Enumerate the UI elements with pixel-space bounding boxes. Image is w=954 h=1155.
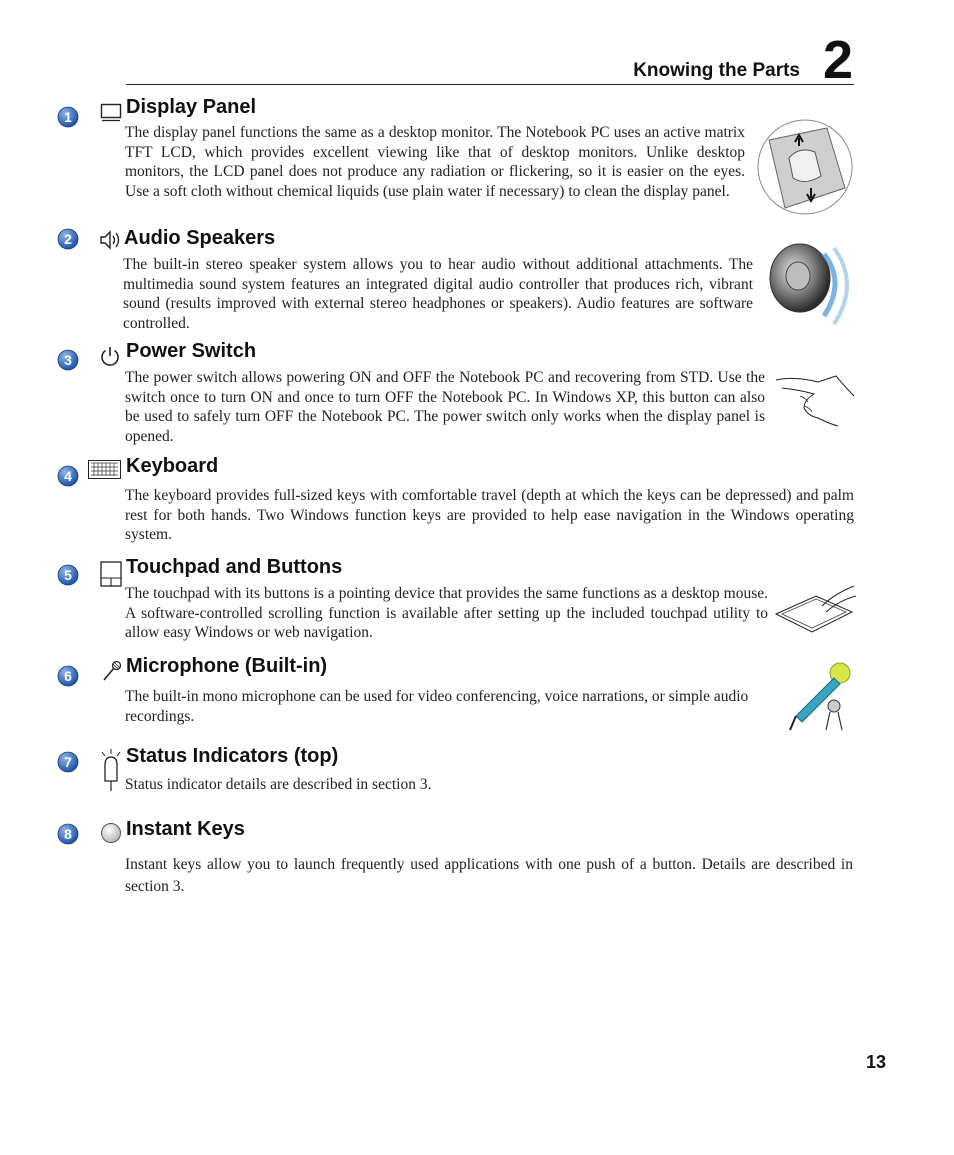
svg-text:4: 4	[64, 468, 72, 484]
status-indicator-icon	[99, 749, 123, 793]
section-title: Power Switch	[126, 340, 257, 362]
power-icon	[99, 345, 121, 367]
number-badge-6-icon	[57, 665, 79, 687]
display-cleaning-illustration	[755, 118, 854, 216]
section-body: The display panel functions the same as a desktop monitor. The Notebook PC uses an active matrix TFT LCD, which provides excellent viewing like that of desktop monitors. Unlike desktop monitors, the LCD panel does not produce any radiation or flickering, so it is easier on the eyes. Use a soft cloth without chemical liquids (use plain water if necessary) to clean the display panel.	[125, 124, 745, 200]
svg-text:2: 2	[64, 231, 72, 247]
touchpad-illustration	[774, 584, 856, 634]
number-badge-8-icon	[57, 823, 79, 845]
number-badge-2-icon	[57, 228, 79, 250]
chapter-number: 2	[823, 30, 854, 90]
speaker-illustration	[762, 238, 854, 330]
speaker-icon	[99, 229, 123, 251]
number-badge-7-icon	[57, 751, 79, 773]
number-badge-3-icon	[57, 349, 79, 371]
svg-text:3: 3	[64, 352, 72, 368]
number-badge-4-icon	[57, 465, 79, 487]
svg-text:7: 7	[64, 754, 72, 770]
svg-text:1: 1	[64, 109, 72, 125]
running-header-title: Knowing the Parts	[633, 60, 800, 81]
section-body: Status indicator details are described in section 3.	[125, 776, 432, 793]
page-number: 13	[866, 1052, 887, 1072]
svg-text:5: 5	[64, 567, 72, 583]
section-body: The built-in stereo speaker system allows you to hear audio without additional attachments. The multimedia sound system features an integrated digital audio controller that produces rich, vibrant sound (results improved with external stereo headphones or speakers). Audio features are software controlled.	[123, 256, 753, 332]
number-badge-1-icon	[57, 106, 79, 128]
display-icon	[100, 103, 122, 123]
keyboard-icon	[88, 460, 121, 479]
finger-press-illustration	[774, 372, 856, 428]
section-body: The keyboard provides full-sized keys with comfortable travel (depth at which the keys can be depressed) and palm rest for both hands. Two Windows function keys are provided to help ease navigation in the Windows operating system.	[125, 487, 854, 543]
microphone-illustration	[786, 660, 856, 732]
header-divider	[126, 84, 854, 85]
svg-text:6: 6	[64, 668, 72, 684]
instant-key-icon	[100, 822, 122, 844]
touchpad-icon	[100, 561, 122, 587]
section-title: Keyboard	[126, 455, 219, 477]
number-badge-5-icon	[57, 564, 79, 586]
microphone-icon	[101, 659, 123, 683]
section-body: The power switch allows powering ON and OFF the Notebook PC and recovering from STD. Use the switch once to turn ON and once to turn OFF the Notebook PC. In Windows XP, this button can also be used to safely turn OFF the Notebook PC. The power switch only works when the display panel is opened.	[125, 369, 765, 445]
section-title: Microphone (Built-in)	[126, 655, 328, 677]
section-title: Instant Keys	[126, 818, 245, 840]
section-body: The touchpad with its buttons is a pointing device that provides the same functions as a desktop mouse. A software-controlled scrolling function is available after setting up the included touchpad utility to allow easy Windows or web navigation.	[125, 585, 768, 641]
section-body: Instant keys allow you to launch frequently used applications with one push of a button. Details are described in section 3.	[125, 856, 853, 895]
section-title: Display Panel	[126, 96, 257, 118]
section-body: The built-in mono microphone can be used for video conferencing, voice narrations, or simple audio recordings.	[125, 688, 749, 725]
section-title: Status Indicators (top)	[126, 745, 339, 767]
section-title: Audio Speakers	[124, 227, 276, 249]
svg-text:8: 8	[64, 826, 72, 842]
section-title: Touchpad and Buttons	[126, 556, 343, 578]
